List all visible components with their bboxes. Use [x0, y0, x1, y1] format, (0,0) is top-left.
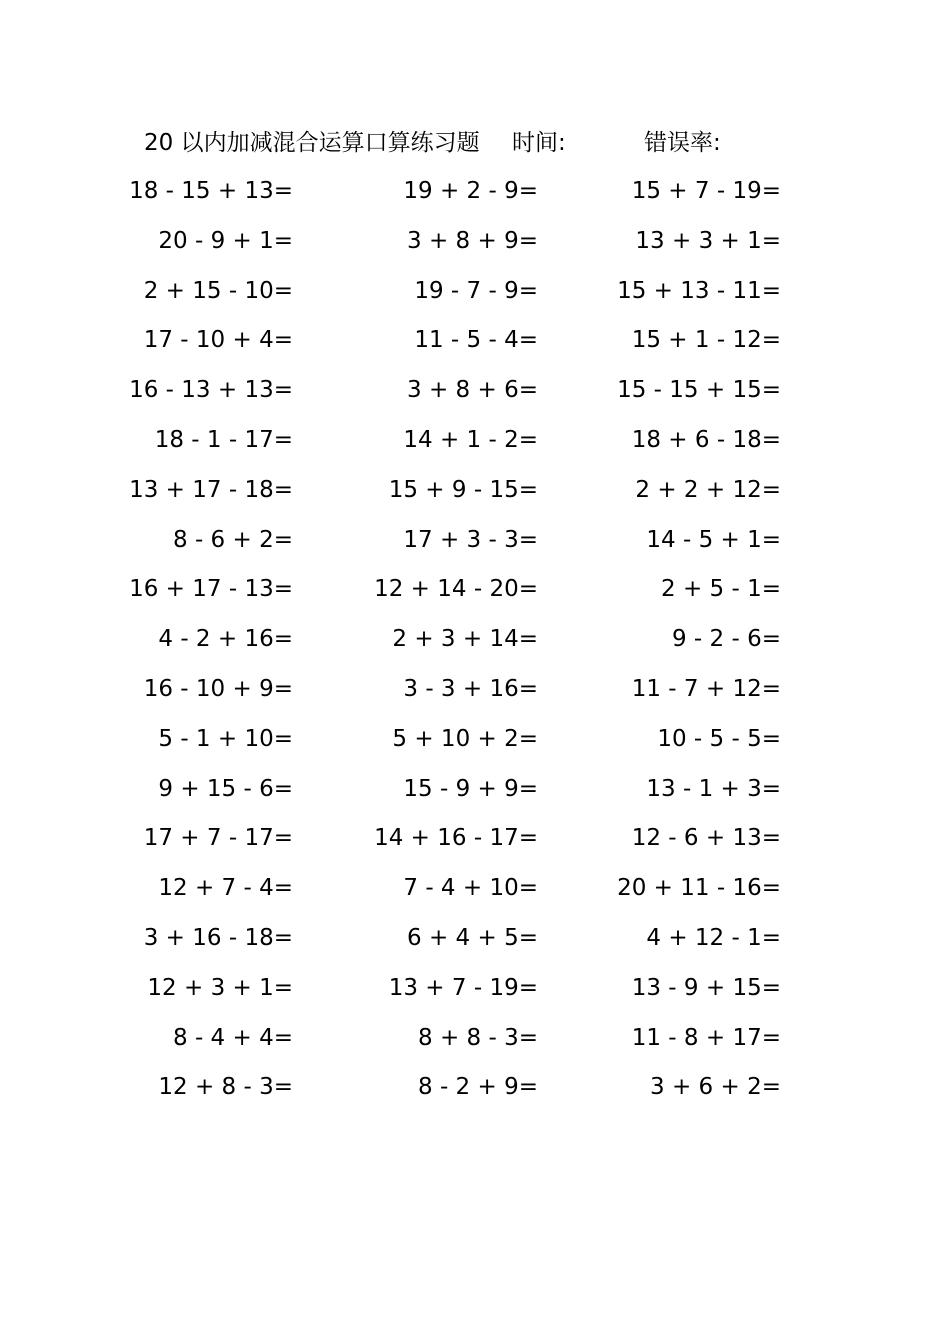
- arithmetic-problem: 8 - 4 + 4=: [173, 1024, 293, 1051]
- arithmetic-problem: 9 + 15 - 6=: [158, 775, 293, 802]
- arithmetic-problem: 8 - 2 + 9=: [418, 1074, 538, 1101]
- arithmetic-problem: 8 - 6 + 2=: [173, 526, 293, 553]
- arithmetic-problem: 12 + 14 - 20=: [374, 576, 538, 603]
- arithmetic-problem: 18 - 1 - 17=: [154, 427, 293, 453]
- arithmetic-problem: 13 + 3 + 1=: [635, 227, 781, 254]
- arithmetic-problem: 17 - 10 + 4=: [143, 327, 293, 354]
- arithmetic-problem: 2 + 15 - 10=: [143, 277, 293, 304]
- arithmetic-problem: 18 + 6 - 18=: [631, 427, 781, 453]
- arithmetic-problem: 13 + 17 - 18=: [129, 476, 293, 503]
- arithmetic-problem: 8 + 8 - 3=: [418, 1024, 538, 1051]
- arithmetic-problem: 14 - 5 + 1=: [646, 526, 781, 553]
- arithmetic-problem: 17 + 7 - 17=: [143, 825, 293, 852]
- arithmetic-problem: 4 + 12 - 1=: [646, 925, 781, 951]
- arithmetic-problem: 15 - 9 + 9=: [403, 775, 538, 802]
- arithmetic-problem: 4 - 2 + 16=: [158, 626, 293, 653]
- arithmetic-problem: 13 - 1 + 3=: [646, 775, 781, 802]
- arithmetic-problem: 13 - 9 + 15=: [631, 974, 781, 1001]
- arithmetic-problem: 5 + 10 + 2=: [392, 725, 538, 752]
- arithmetic-problem: 7 - 4 + 10=: [403, 875, 538, 902]
- arithmetic-problem: 17 + 3 - 3=: [403, 526, 538, 553]
- arithmetic-problem: 13 + 7 - 19=: [388, 974, 538, 1001]
- arithmetic-problem: 15 + 7 - 19=: [631, 178, 781, 204]
- arithmetic-problem: 3 - 3 + 16=: [403, 676, 538, 702]
- arithmetic-problem: 11 - 7 + 12=: [631, 676, 781, 702]
- arithmetic-problem: 15 + 9 - 15=: [388, 476, 538, 503]
- arithmetic-problem: 11 - 8 + 17=: [631, 1024, 781, 1051]
- arithmetic-problem: 12 + 8 - 3=: [158, 1074, 293, 1101]
- arithmetic-problem: 10 - 5 - 5=: [657, 725, 781, 752]
- arithmetic-problem: 16 - 10 + 9=: [143, 676, 293, 702]
- arithmetic-problem: 15 - 15 + 15=: [617, 377, 781, 404]
- arithmetic-problem: 2 + 3 + 14=: [392, 626, 538, 653]
- arithmetic-problem: 2 + 2 + 12=: [635, 476, 781, 503]
- time-label: 时间:: [512, 130, 566, 156]
- arithmetic-problem: 19 - 7 - 9=: [414, 277, 538, 304]
- arithmetic-problem: 15 + 13 - 11=: [617, 277, 781, 304]
- arithmetic-problem: 3 + 6 + 2=: [650, 1074, 781, 1101]
- arithmetic-problem: 16 + 17 - 13=: [129, 576, 293, 603]
- arithmetic-problem: 12 - 6 + 13=: [631, 825, 781, 852]
- arithmetic-problem: 18 - 15 + 13=: [129, 178, 293, 204]
- arithmetic-problem: 3 + 8 + 6=: [407, 377, 538, 404]
- arithmetic-problem: 11 - 5 - 4=: [414, 327, 538, 354]
- arithmetic-problem: 6 + 4 + 5=: [407, 925, 538, 951]
- worksheet-header: [0, 126, 950, 160]
- arithmetic-problem: 3 + 8 + 9=: [407, 227, 538, 254]
- arithmetic-problem: 15 + 1 - 12=: [631, 327, 781, 354]
- arithmetic-problem: 3 + 16 - 18=: [143, 925, 293, 951]
- arithmetic-problem: 2 + 5 - 1=: [661, 576, 781, 603]
- arithmetic-problem: 5 - 1 + 10=: [158, 725, 293, 752]
- arithmetic-problem: 12 + 3 + 1=: [147, 974, 293, 1001]
- arithmetic-problem: 12 + 7 - 4=: [158, 875, 293, 902]
- arithmetic-problem: 9 - 2 - 6=: [671, 626, 781, 653]
- arithmetic-problem: 19 + 2 - 9=: [403, 178, 538, 204]
- arithmetic-problem: 20 - 9 + 1=: [158, 227, 293, 254]
- arithmetic-problem: 16 - 13 + 13=: [129, 377, 293, 404]
- error-rate-label: 错误率:: [644, 130, 721, 156]
- arithmetic-problem: 20 + 11 - 16=: [617, 875, 781, 902]
- arithmetic-problem: 14 + 1 - 2=: [403, 427, 538, 453]
- worksheet-title: 20 以内加减混合运算口算练习题: [144, 130, 480, 156]
- arithmetic-problem: 14 + 16 - 17=: [374, 825, 538, 852]
